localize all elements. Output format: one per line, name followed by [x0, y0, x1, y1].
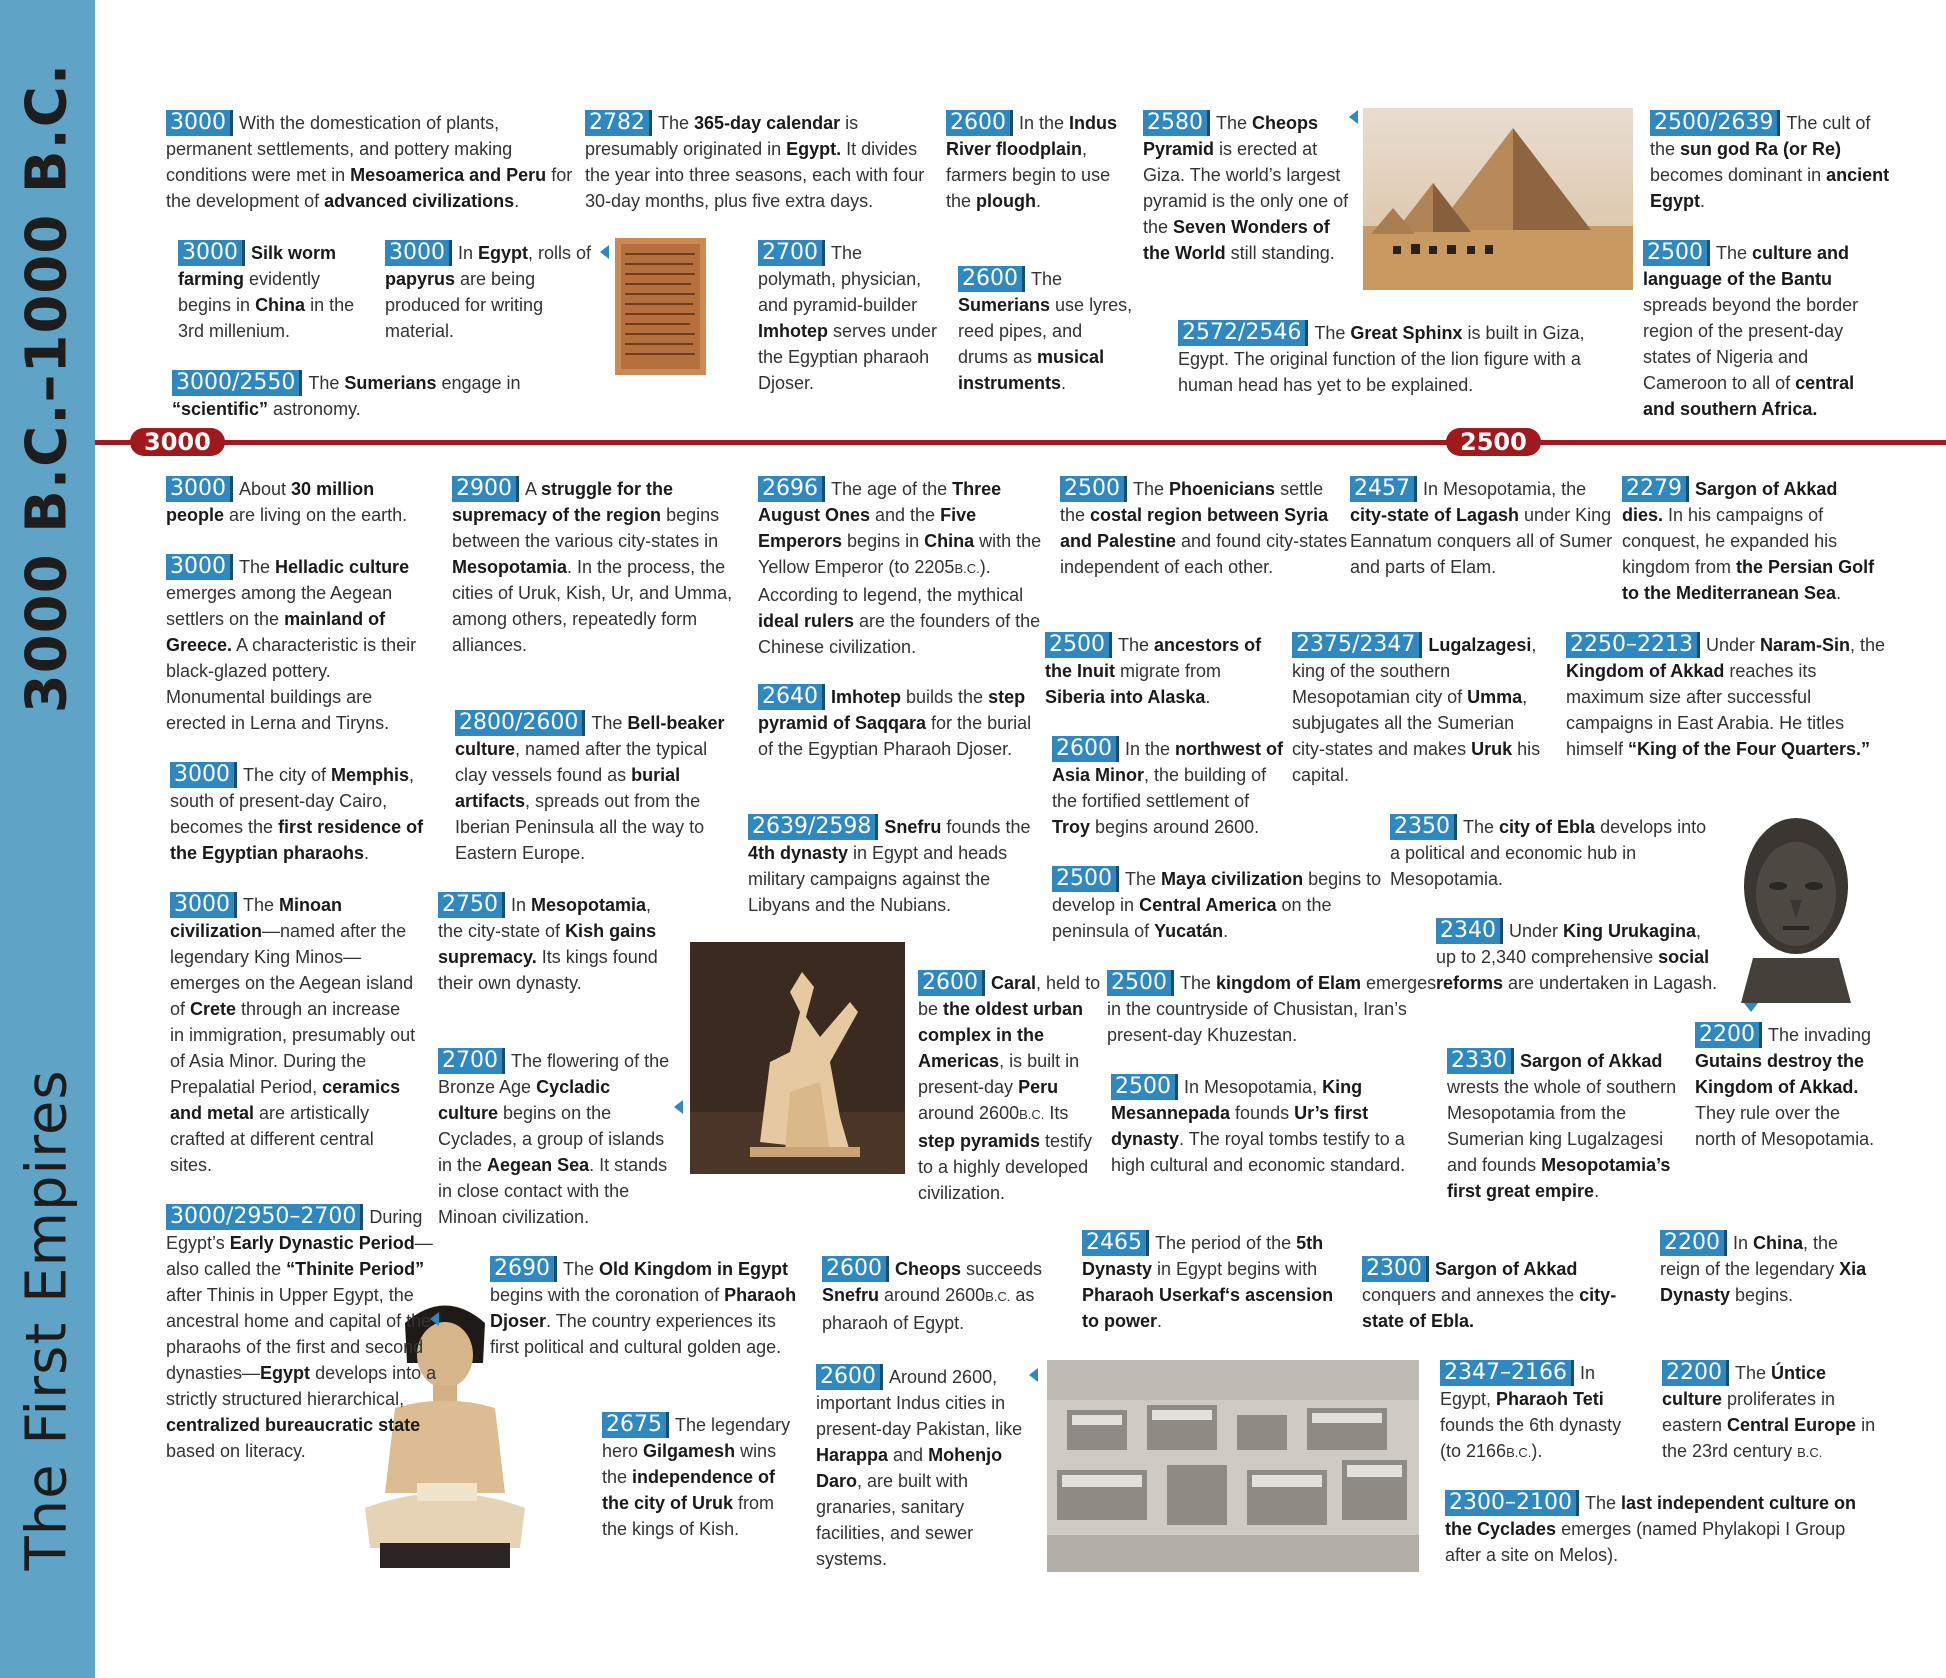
entry-2580-cheops: 2580 The Cheops Pyramid is erected at Giza. The world’s largest pyramid is the only one of the Seven Wonders of the World still standing. — [1143, 110, 1349, 263]
sidebar-range: 3000 B.C.–1000 B.C. — [14, 62, 80, 714]
entry-2300-ebla-annexed: 2300 Sargon of Akkad conquers and annexes the city-state of Ebla. — [1362, 1256, 1617, 1331]
entry-2300-2100-cyclades: 2300–2100 The last independent culture on the Cyclades emerges (named Phylakopi I Group after a site on Melos). — [1445, 1490, 1857, 1565]
timeline-year-3000: 3000 — [130, 428, 225, 456]
entry-3000-minoan: 3000 The Minoan civilization—named after the legendary King Minos—emerges on the Aegean island of Crete through an increase in immigration, presumably out of Asia Minor. During the Prepalatial Period, ceramics and metal are artistically crafted at different central sites. — [170, 892, 416, 1175]
entry-2200-untice: 2200 The Úntice culture proliferates in eastern Central Europe in the 23rd century B.C. — [1662, 1360, 1876, 1461]
entry-2375-2347-lugalzagesi: 2375/2347 Lugalzagesi, king of the southern Mesopotamian city of Umma, subjugates all the Sumerian city-states and makes Uruk his capital. — [1292, 632, 1541, 785]
entry-2700-cycladic: 2700 The flowering of the Bronze Age Cycladic culture begins on the Cyclades, a group of islands in the Aegean Sea. It stands in close contact with the Minoan civilization. — [438, 1048, 670, 1227]
entry-2500-ur-dynasty: 2500 In Mesopotamia, King Mesannepada founds Ur’s first dynasty. The royal tombs testify to a high cultural and economic standard. — [1111, 1074, 1406, 1175]
entry-2900-mesopotamia: 2900 A struggle for the supremacy of the region begins between the various city-states in Mesopotamia. In the process, the cities of Uruk, Kish, Ur, and Umma, among others, repeatedly form alliances. — [452, 476, 733, 655]
pointer-arrow — [600, 245, 609, 259]
entry-2600-caral: 2600 Caral, held to be the oldest urban complex in the Americas, is built in present-day Peru around 2600B.C. Its step pyramids testify to a highly developed civilization. — [918, 970, 1101, 1203]
timeline-line — [95, 440, 1946, 445]
entry-2600-troy: 2600 In the northwest of Asia Minor, the building of the fortified settlement of Troy begins around 2600. — [1052, 736, 1284, 837]
entry-2330-sargon-wrests: 2330 Sargon of Akkad wrests the whole of southern Mesopotamia from the Sumerian king Lugalzagesi and founds Mesopotamia’s first great empire. — [1447, 1048, 1677, 1201]
stone-head-photo — [1733, 808, 1860, 1003]
entry-2750-kish: 2750 In Mesopotamia, the city-state of Kish gains supremacy. Its kings found their own dynasty. — [438, 892, 658, 993]
entry-2500-bantu: 2500 The culture and language of the Bantu spreads beyond the border region of the present-day states of Nigeria and Cameroon to all of central and southern Africa. — [1643, 240, 1859, 419]
entry-2640-step-pyramid: 2640 Imhotep builds the step pyramid of Saqqara for the burial of the Egyptian Pharaoh Djoser. — [758, 684, 1032, 759]
pointer-arrow — [1029, 1368, 1038, 1382]
entry-3000-helladic: 3000 The Helladic culture emerges among the Aegean settlers on the mainland of Greece. A characteristic is their black-glazed pottery. Monumental buildings are erected in Lerna and Tiryns. — [166, 554, 417, 733]
entry-2572-2546-sphinx: 2572/2546 The Great Sphinx is built in Giza, Egypt. The original function of the lion figure with a human head has yet to be explained. — [1178, 320, 1585, 395]
entry-2500-maya: 2500 The Maya civilization begins to develop in Central America on the peninsula of Yucatán. — [1052, 866, 1382, 941]
sidebar — [0, 0, 95, 1678]
entry-2600-cheops-succeeds: 2600 Cheops succeeds Snefru around 2600B.C. as pharaoh of Egypt. — [822, 1256, 1043, 1333]
entry-2200-xia: 2200 In China, the reign of the legendary Xia Dynasty begins. — [1660, 1230, 1867, 1305]
entry-2500-elam: 2500 The kingdom of Elam emerges in the countryside of Chusistan, Iran’s present-day Khuzestan. — [1107, 970, 1437, 1045]
entry-2696-three-august: 2696 The age of the Three August Ones and the Five Emperors begins in China with the Yellow Emperor (to 2205B.C.). According to legend, the mythical ideal rulers are the founders of the Chinese civilization. — [758, 476, 1042, 657]
entry-2500-phoenicians: 2500 The Phoenicians settle the costal region between Syria and Palestine and found city-states independent of each other. — [1060, 476, 1348, 577]
papyrus-photo — [615, 238, 706, 375]
timeline-year-2500: 2500 — [1446, 428, 1541, 456]
entry-2250-2213-naram-sin: 2250–2213 Under Naram-Sin, the Kingdom of Akkad reaches its maximum size after successful campaigns in East Arabia. He titles himself “King of the Four Quarters.” — [1566, 632, 1886, 759]
entry-2347-2166-teti: 2347–2166 In Egypt, Pharaoh Teti founds the 6th dynasty (to 2166B.C.). — [1440, 1360, 1622, 1461]
entry-3000-silk-worm: 3000 Silk worm farming evidently begins in China in the 3rd millenium. — [178, 240, 355, 341]
pointer-arrow-down — [1744, 1003, 1758, 1012]
sidebar-title: The First Empires — [14, 1069, 80, 1571]
entry-2800-2600-bell-beaker: 2800/2600 The Bell-beaker culture, named after the typical clay vessels found as burial artifacts, spreads out from the Iberian Peninsula all the way to Eastern Europe. — [455, 710, 725, 863]
pyramids-photo — [1363, 108, 1633, 290]
entry-2200-gutains: 2200 The invading Gutains destroy the Kingdom of Akkad. They rule over the north of Mesopotamia. — [1695, 1022, 1875, 1149]
entry-2500-inuit: 2500 The ancestors of the Inuit migrate from Siberia into Alaska. — [1045, 632, 1262, 707]
entry-2639-2598-snefru: 2639/2598 Snefru founds the 4th dynasty in Egypt and heads military campaigns against the Libyans and the Nubians. — [748, 814, 1031, 915]
pointer-arrow — [674, 1100, 683, 1114]
entry-3000-2550-astronomy: 3000/2550 The Sumerians engage in “scientific” astronomy. — [172, 370, 521, 419]
entry-2690-old-kingdom: 2690 The Old Kingdom in Egypt begins with the coronation of Pharaoh Djoser. The country experiences its first political and cultural golden age. — [490, 1256, 797, 1357]
cycladic-statue-photo — [690, 942, 905, 1174]
entry-2500-2639-ra: 2500/2639 The cult of the sun god Ra (or Re) becomes dominant in ancient Egypt. — [1650, 110, 1890, 211]
entry-3000-2950-2700-thinite: 3000/2950–2700 During Egypt’s Early Dynastic Period—also called the “Thinite Period” after Thinis in Upper Egypt, the ancestral home and capital of the pharaohs of the first and second dynasties—Egypt develops into a strictly structured hierarchical, centralized bureaucratic state based on literacy. — [166, 1204, 437, 1461]
entry-2279-sargon-dies: 2279 Sargon of Akkad dies. In his campaigns of conquest, he expanded his kingdom from the Persian Golf to the Mediterranean Sea. — [1622, 476, 1875, 603]
entry-2340-urukagina: 2340 Under King Urukagina, up to 2,340 comprehensive social reforms are undertaken in Lagash. — [1436, 918, 1718, 993]
ancient-city-photo — [1047, 1360, 1419, 1572]
entry-2600-plough: 2600 In the Indus River floodplain, farmers begin to use the plough. — [946, 110, 1118, 211]
entry-2465-userkaf: 2465 The period of the 5th Dynasty in Egypt begins with Pharaoh Userkaf‘s ascension to power. — [1082, 1230, 1334, 1331]
entry-3000-memphis: 3000 The city of Memphis, south of present-day Cairo, becomes the first residence of the Egyptian pharaohs. — [170, 762, 424, 863]
entry-3000-papyrus: 3000 In Egypt, rolls of papyrus are being produced for writing material. — [385, 240, 592, 341]
entry-2600-indus-cities: 2600 Around 2600, important Indus cities in present-day Pakistan, like Harappa and Mohenjo Daro, are built with granaries, sanitary facilities, and sewer systems. — [816, 1364, 1023, 1569]
entry-2782-calendar: 2782 The 365-day calendar is presumably originated in Egypt. It divides the year into three seasons, each with four 30-day months, plus five extra days. — [585, 110, 925, 211]
entry-2675-gilgamesh: 2675 The legendary hero Gilgamesh wins the independence of the city of Uruk from the kings of Kish. — [602, 1412, 791, 1539]
entry-2700-imhotep: 2700 The polymath, physician, and pyramid-builder Imhotep serves under the Egyptian pharaoh Djoser. — [758, 240, 938, 393]
entry-2350-ebla: 2350 The city of Ebla develops into a political and economic hub in Mesopotamia. — [1390, 814, 1707, 889]
entry-3000-population: 3000 About 30 million people are living on the earth. — [166, 476, 408, 525]
entry-2600-music: 2600 The Sumerians use lyres, reed pipes, and drums as musical instruments. — [958, 266, 1133, 393]
entry-3000-settlements: 3000 With the domestication of plants, permanent settlements, and pottery making conditions were met in Mesoamerica and Peru for the development of advanced civilizations. — [166, 110, 573, 211]
entry-2457-lagash: 2457 In Mesopotamia, the city-state of Lagash under King Eannatum conquers all of Sumer and parts of Elam. — [1350, 476, 1613, 577]
